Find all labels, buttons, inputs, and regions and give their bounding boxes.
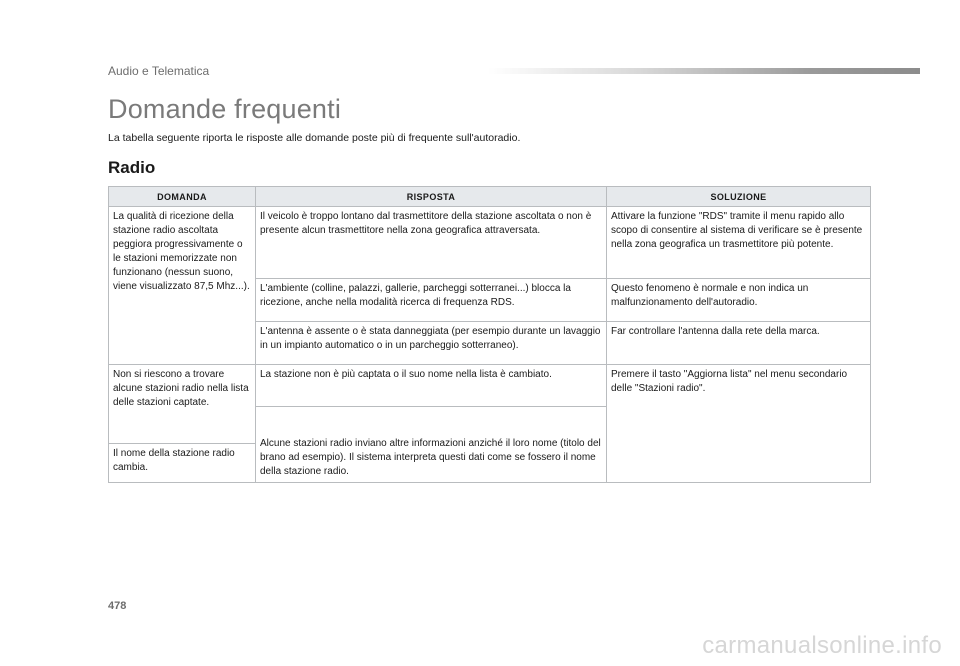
watermark: carmanualsonline.info bbox=[702, 632, 942, 659]
solution-cell: Premere il tasto "Aggiorna lista" nel menu secondario delle "Stazioni radio". bbox=[607, 365, 871, 483]
intro-text: La tabella seguente riporta le risposte alle domande poste più di frequente sull'autoradio. bbox=[108, 132, 521, 144]
page-title: Domande frequenti bbox=[108, 94, 342, 124]
table-header-row bbox=[109, 187, 871, 207]
answer-cell: La stazione non è più captata o il suo nome nella lista è cambiato. bbox=[256, 365, 607, 407]
header-gradient-bar bbox=[488, 68, 920, 74]
header-question: DOMANDA bbox=[109, 187, 256, 207]
header-answer: RISPOSTA bbox=[256, 187, 607, 207]
faq-table bbox=[108, 186, 871, 483]
section-title-radio: Radio bbox=[108, 158, 156, 177]
table-row bbox=[109, 365, 871, 407]
question-cell: Il nome della stazione radio cambia. bbox=[109, 444, 256, 483]
answer-cell: Alcune stazioni radio inviano altre informazioni anziché il loro nome (titolo del brano ad esempio). Il sistema interpreta questi dati come se fossero il nome della stazione radio. bbox=[256, 407, 607, 483]
question-cell: Non si riescono a trovare alcune stazioni radio nella lista delle stazioni captate. bbox=[109, 365, 256, 444]
question-cell: La qualità di ricezione della stazione radio ascoltata peggiora progressivamente o le stazioni memorizzate non funzionano (nessun suono, viene visualizzato 87,5 Mhz...). bbox=[109, 207, 256, 365]
solution-cell: Far controllare l'antenna dalla rete della marca. bbox=[607, 322, 871, 365]
answer-cell: L'antenna è assente o è stata danneggiata (per esempio durante un lavaggio in un impianto automatico o in un parcheggio sotterraneo). bbox=[256, 322, 607, 365]
table-row bbox=[109, 207, 871, 279]
solution-cell: Questo fenomeno è normale e non indica un malfunzionamento dell'autoradio. bbox=[607, 279, 871, 322]
solution-cell: Attivare la funzione "RDS" tramite il menu rapido allo scopo di consentire al sistema di verificare se è presente nella zona geografica un trasmettitore più potente. bbox=[607, 207, 871, 279]
section-header: Audio e Telematica bbox=[108, 64, 210, 78]
page-number: 478 bbox=[108, 600, 127, 612]
answer-cell: Il veicolo è troppo lontano dal trasmettitore della stazione ascoltata o non è presente alcun trasmettitore nella zona geografica attraversata. bbox=[256, 207, 607, 279]
answer-cell: L'ambiente (colline, palazzi, gallerie, parcheggi sotterranei...) blocca la ricezione, anche nella modalità ricerca di frequenza RDS. bbox=[256, 279, 607, 322]
header-solution: SOLUZIONE bbox=[607, 187, 871, 207]
